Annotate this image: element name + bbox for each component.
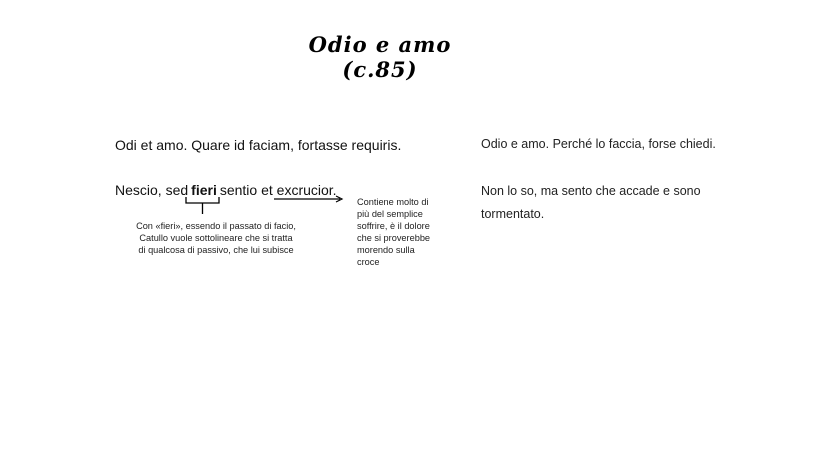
fieri-annotation: Con «fieri», essendo il passato di facio, Catullo vuole sottolineare che si tratta di qualcosa di passivo, che lui subisce <box>136 221 296 255</box>
fieri-word: fieri <box>191 182 217 198</box>
italian-translation-2: Non lo so, ma sento che accade e sono tormentato. <box>481 184 701 221</box>
latin-verse-1: Odi et amo. Quare id faciam, fortasse requiris. <box>115 137 402 153</box>
fieri-bracket <box>186 197 219 214</box>
italian-translation-1: Odio e amo. Perché lo faccia, forse chiedi. <box>481 137 716 151</box>
latin-verse-2-end: sentio et excrucior. <box>219 182 337 198</box>
latin-verse-2-start: Nescio, sed <box>115 182 189 198</box>
page-title: Odio e amo (c.85) <box>308 32 452 82</box>
excrucior-annotation: Contiene molto di più del semplice soffrire, è il dolore che si proverebbe morendo sulla croce <box>357 197 431 267</box>
